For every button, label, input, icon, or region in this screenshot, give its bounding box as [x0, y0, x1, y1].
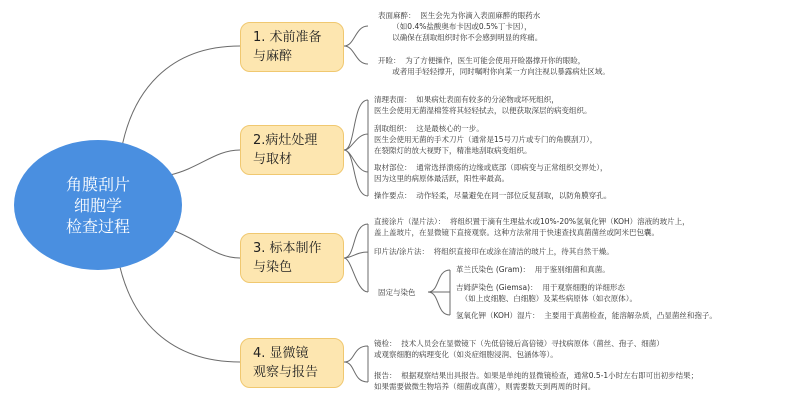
branch-3-bracket — [344, 224, 368, 292]
leaf-giemsa-stain: 吉姆萨染色 (Giemsa)： 用于观察细胞的详细形态 （如上皮细胞、白细胞）及某些病原体（如衣原体）。 — [456, 283, 638, 303]
branch-2-bracket — [344, 100, 368, 196]
root-branch-3-connector — [172, 230, 240, 258]
leaf-direct-smear: 直接涂片（湿片法）： 将组织置于滴有生理盐水或10%-20%氢氧化钾（KOH）溶液的玻片上， 盖上盖玻片，在显微镜下直接观察。这种方法常用于快速查找真菌菌丝或阿米巴包囊。 — [374, 217, 690, 237]
branch-specimen-staining: 3. 标本制作 与染色 — [240, 233, 344, 283]
leaf-imprint-smear: 印片法/涂片法： 将组织直接印在或涂在清洁的玻片上，待其自然干燥。 — [374, 247, 614, 256]
root-branch-1-connector — [120, 46, 240, 158]
leaf-operation-tips: 操作要点： 动作轻柔，尽量避免在同一部位反复刮取，以防角膜穿孔。 — [374, 191, 612, 200]
root-title: 角膜刮片 细胞学 检查过程 — [65, 174, 130, 236]
branch-lesion-sampling: 2.病灶处理 与取材 — [240, 125, 344, 175]
branch-preparation-anesthesia: 1. 术前准备 与麻醉 — [240, 22, 344, 72]
root-branch-4-connector — [118, 258, 240, 362]
branch-microscopy-report: 4. 显微镜 观察与报告 — [240, 338, 344, 388]
branch-1-bracket — [344, 26, 368, 64]
root-branch-2-connector — [170, 150, 240, 175]
leaf-eyelid-opening: 开睑： 为了方便操作，医生可能会使用开睑器撑开你的眼睑， 或者用手轻轻撑开，同时嘱咐你向某一方向注视以暴露病灶区域。 — [378, 56, 610, 76]
leaf-sampling-site: 取材部位： 通常选择溃疡的边缘或底部（即病变与正常组织交界处）， 因为这里的病原体最活跃，阳性率最高。 — [374, 163, 608, 183]
staining-bracket — [428, 270, 450, 315]
leaf-microscopy: 镜检： 技术人员会在显微镜下（先低倍镜后高倍镜）寻找病原体（菌丝、孢子、细菌） 或观察细胞的病理变化（如炎症细胞浸润、包涵体等）。 — [374, 339, 664, 359]
leaf-fixation-staining: 固定与染色 — [378, 288, 416, 297]
root-node — [14, 140, 182, 270]
leaf-report: 报告： 根据观察结果出具报告。如果是单纯的显微镜检查，通常0.5-1小时左右即可出初步结果； 如果需要做微生物培养（细菌或真菌），则需要数天到两周的时间。 — [374, 371, 699, 391]
leaf-topical-anesthesia: 表面麻醉： 医生会先为你滴入表面麻醉的眼药水 （如0.4%盐酸奥布卡因或0.5%丁卡因）， 以确保在刮取组织时你不会感到明显的疼痛。 — [378, 11, 543, 42]
leaf-koh-wet-mount: 氢氧化钾（KOH）湿片： 主要用于真菌检查，能溶解杂质，凸显菌丝和孢子。 — [456, 311, 717, 320]
branch-4-bracket — [344, 346, 368, 382]
leaf-tissue-scraping: 刮取组织： 这是最核心的一步。 医生会使用无菌的手术刀片（通常是15号刀片或专门的角膜刮刀）， 在裂隙灯的放大视野下，精准地刮取病变组织。 — [374, 124, 598, 155]
leaf-gram-stain: 革兰氏染色 (Gram)： 用于鉴别细菌和真菌。 — [456, 265, 610, 274]
leaf-surface-cleaning: 清理表面： 如果病灶表面有较多的分泌物或坏死组织， 医生会使用无菌湿棉签将其轻轻拭去，以便获取深层的病变组织。 — [374, 95, 592, 115]
